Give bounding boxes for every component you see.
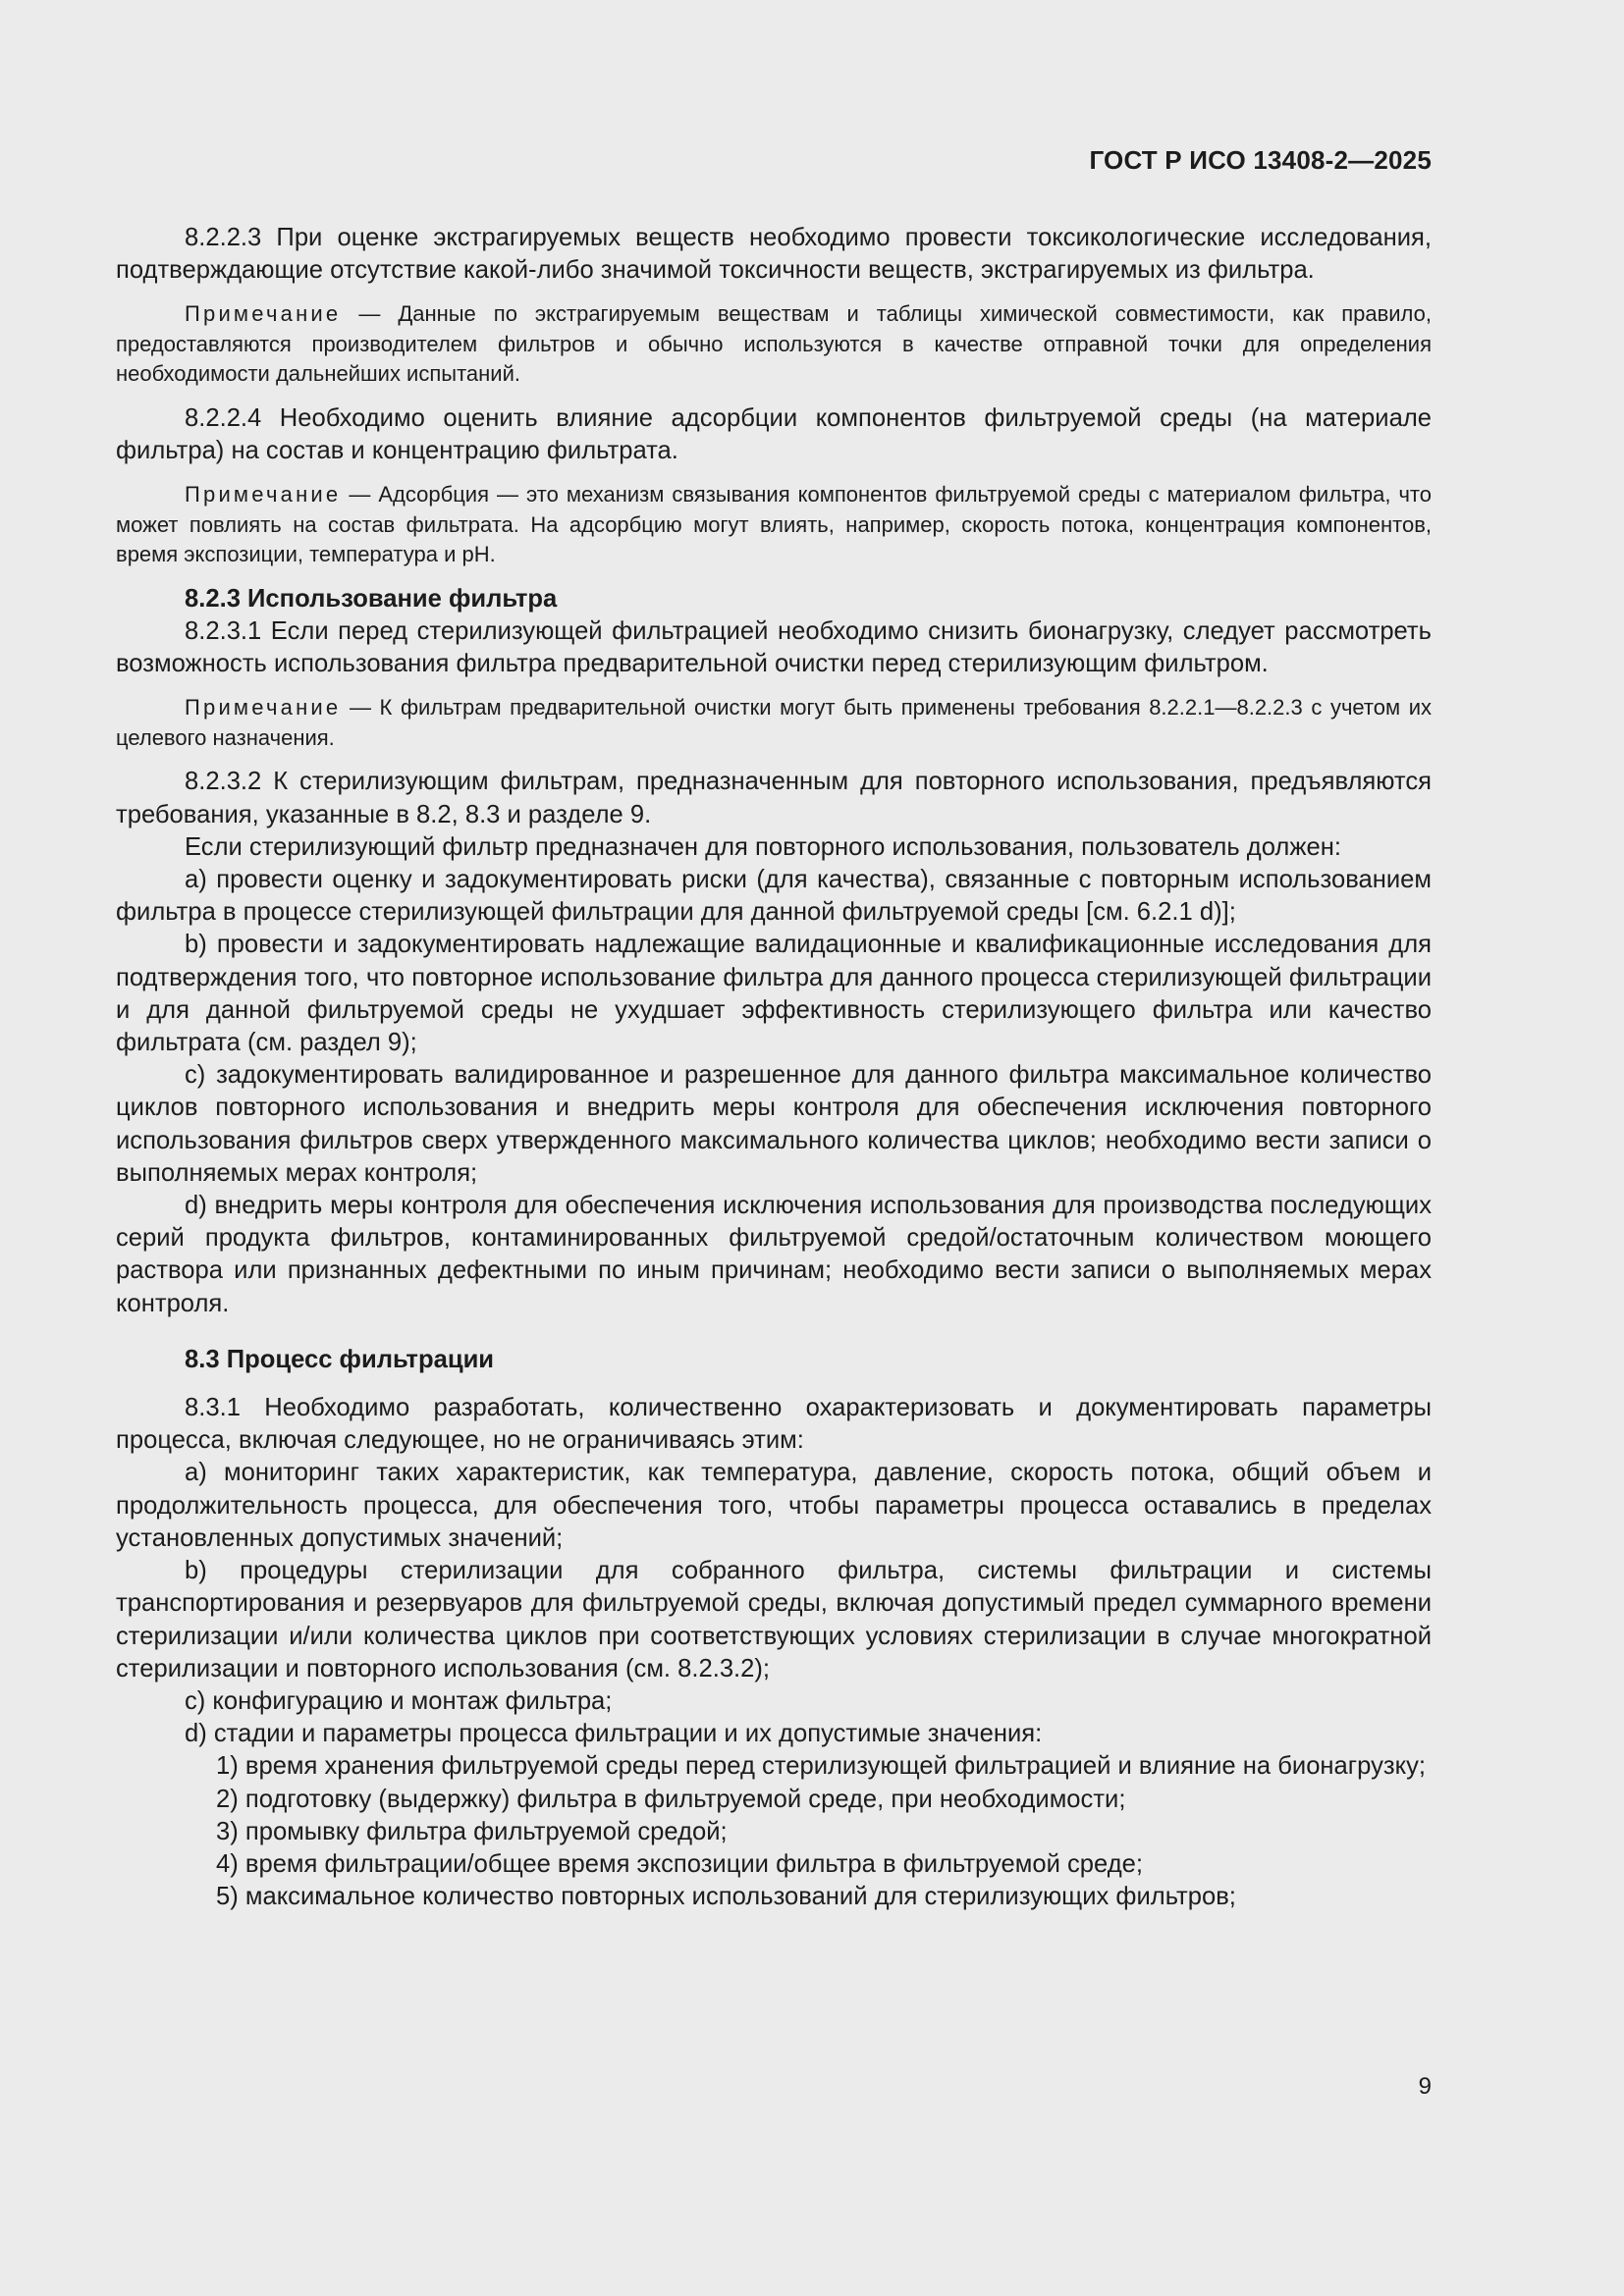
paragraph: Если стерилизующий фильтр предназначен для повторного использования, пользователь должен: [185, 832, 1341, 861]
note-text: — К фильтрам предварительной очистки могут быть применены требования 8.2.2.1—8.2.2.3 с учетом их целевого назначения. [116, 695, 1432, 750]
note [116, 480, 1432, 570]
paragraph-8-3-1: 8.3.1 Необходимо разработать, количественно охарактеризовать и документировать параметры процесса, включая следующее, но не ограничиваясь этим: [116, 1394, 1432, 1455]
note [116, 693, 1432, 753]
list-item: a) провести оценку и задокументировать риски (для качества), связанные с повторным использованием фильтра в процессе стерилизующей фильтрации для данной фильтруемой среды [см. 6.2.1 d)]; [116, 866, 1432, 927]
note-label: Примечание [185, 695, 342, 721]
document-header: ГОСТ Р ИСО 13408-2—2025 [1089, 145, 1432, 175]
document-body [116, 222, 1432, 1913]
note [116, 299, 1432, 390]
sub-list-item: 1) время хранения фильтруемой среды перед стерилизующей фильтрацией и влияние на бионагрузку; [216, 1752, 1426, 1781]
note-text: — Данные по экстрагируемым веществам и таблицы химической совместимости, как правило, предоставляются производителем фильтров и обычно используются в качестве отправной точки для определения необходимости дальнейших испытаний. [116, 301, 1432, 387]
sub-list-item: 5) максимальное количество повторных использований для стерилизующих фильтров; [216, 1883, 1236, 1911]
list-item: c) задокументировать валидированное и разрешенное для данного фильтра максимальное количество циклов повторного использования и внедрить меры контроля для обеспечения исключения повторного использования фильтров сверх утвержденного максимального количества циклов; необходимо вести записи о выполняемых мерах контроля; [116, 1061, 1432, 1187]
sub-list-item: 3) промывку фильтра фильтруемой средой; [216, 1817, 728, 1845]
note-label: Примечание [185, 301, 342, 327]
paragraph-8-2-3-1: 8.2.3.1 Если перед стерилизующей фильтрацией необходимо снизить бионагрузку, следует рассмотреть возможность использования фильтра предварительной очистки перед стерилизующим фильтром. [116, 617, 1432, 678]
sub-list-item: 4) время фильтрации/общее время экспозиции фильтра в фильтруемой среде; [216, 1849, 1143, 1878]
list-item: d) стадии и параметры процесса фильтрации и их допустимые значения: [185, 1720, 1043, 1748]
note-text: — Адсорбция — это механизм связывания компонентов фильтруемой среды с материалом фильтра, что может повлиять на состав фильтрата. На адсорбцию могут влиять, например, скорость потока, концентрация компонентов, время экспозиции, температура и pH. [116, 482, 1432, 567]
list-item: d) внедрить меры контроля для обеспечения исключения использования для производства последующих серий продукта фильтров, контаминированных фильтруемой средой/остаточным количеством моющего раствора или признанных дефектными по иным причинам; необходимо вести записи о выполняемых мерах контроля. [116, 1192, 1432, 1317]
section-heading-8-2-3: 8.2.3 Использование фильтра [185, 584, 558, 613]
paragraph-8-2-2-4: 8.2.2.4 Необходимо оценить влияние адсорбции компонентов фильтруемой среды (на материале фильтра) на состав и концентрацию фильтрата. [116, 403, 1432, 465]
list-item: b) процедуры стерилизации для собранного фильтра, системы фильтрации и системы транспортирования и резервуаров для фильтруемой среды, включая допустимый предел суммарного времени стерилизации и/или количества циклов при соответствующих условиях стерилизации в случае многократной стерилизации и повторного использования (см. 8.2.3.2); [116, 1557, 1432, 1682]
page-number: 9 [1418, 2073, 1432, 2100]
paragraph-8-2-3-2: 8.2.3.2 К стерилизующим фильтрам, предназначенным для повторного использования, предъявляются требования, указанные в 8.2, 8.3 и разделе 9. [116, 768, 1432, 828]
sub-list-item: 2) подготовку (выдержку) фильтра в фильтруемой среде, при необходимости; [216, 1785, 1126, 1813]
paragraph-8-2-2-3: 8.2.2.3 При оценке экстрагируемых веществ необходимо провести токсикологические исследования, подтверждающие отсутствие какой-либо значимой токсичности веществ, экстрагируемых из фильтра. [116, 224, 1432, 285]
list-item: c) конфигурацию и монтаж фильтра; [185, 1686, 613, 1715]
list-item: b) провести и задокументировать надлежащие валидационные и квалификационные исследования для подтверждения того, что повторное использование фильтра для данного процесса стерилизующей фильтрации и для данной фильтруемой среды не ухудшает эффективность стерилизующего фильтра или качество фильтрата (см. раздел 9); [116, 931, 1432, 1057]
note-label: Примечание [185, 482, 342, 507]
section-heading-8-3: 8.3 Процесс фильтрации [185, 1345, 495, 1373]
list-item: a) мониторинг таких характеристик, как температура, давление, скорость потока, общий объем и продолжительность процесса, для обеспечения того, чтобы параметры процесса оставались в пределах установленных допустимых значений; [116, 1459, 1432, 1552]
